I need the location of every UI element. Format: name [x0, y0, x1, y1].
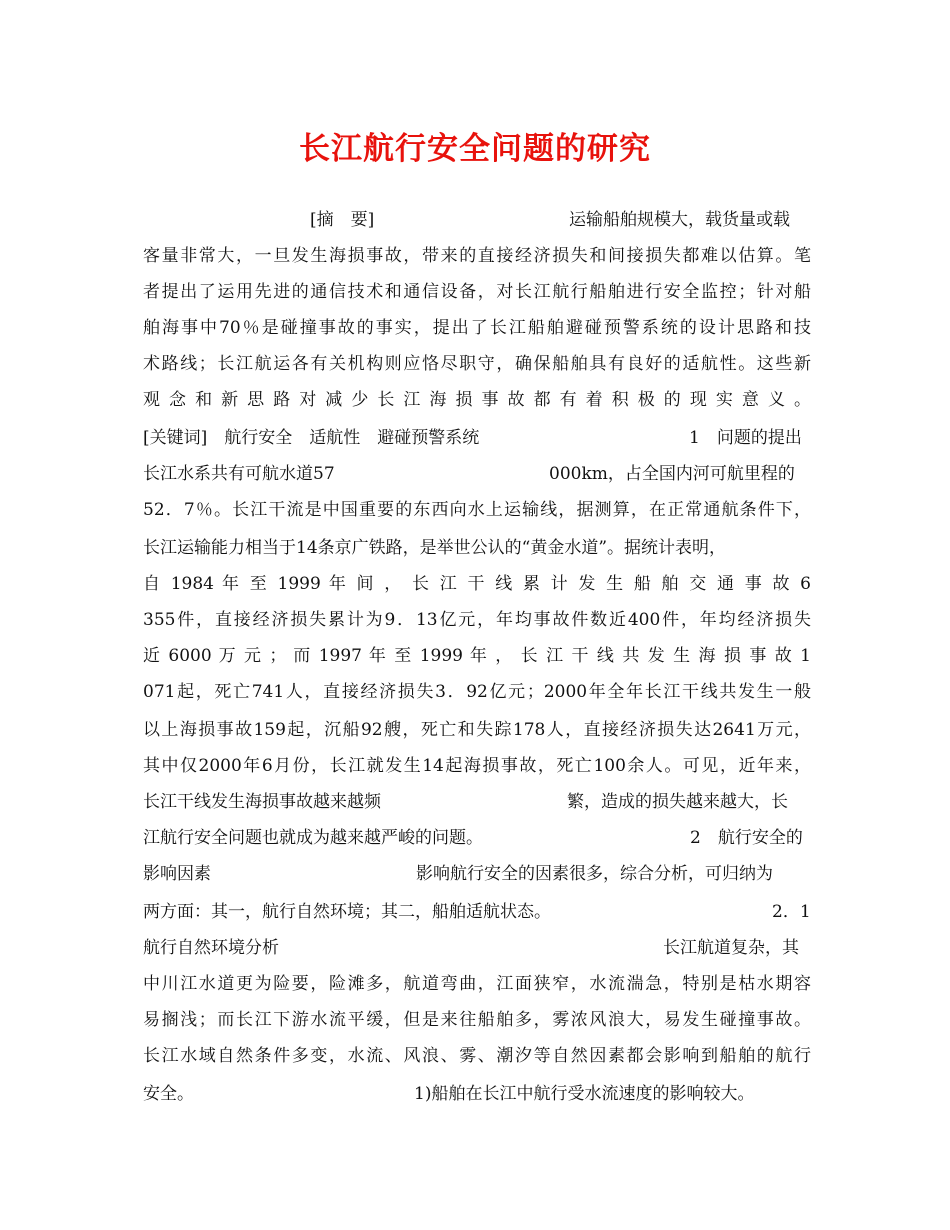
keywords-text: [关键词] 航行安全 适航性 避碰预警系统	[143, 428, 480, 448]
body-line: 长江运输能力相当于14条京广铁路，是举世公认的“黄金水道”。据统计表明，	[143, 538, 727, 558]
abstract-label: [摘 要]	[310, 210, 375, 230]
text-fragment: 影响航行安全的因素很多，综合分析，可归纳为	[416, 864, 773, 884]
body-line: 客量非常大，一旦发生海损事故，带来的直接经济损失和间接损失都难以估算。笔	[143, 246, 811, 266]
section-heading: 1 问题的提出	[689, 428, 802, 448]
body-line: 071起，死亡741人，直接经济损失3．92亿元；2000年全年长江干线共发生一般	[143, 682, 811, 702]
text-fragment: 安全。	[143, 1084, 194, 1104]
text-fragment: 000km，占全国内河可航里程的	[549, 464, 795, 484]
body-line	[143, 785, 811, 819]
body-line: 自 1984 年 至 1999 年 间 ， 长 江 干 线 累 计 发 生 船 舶 交 通 事 故 6	[143, 574, 811, 594]
document-title: 长江航行安全问题的研究	[299, 131, 651, 167]
section-heading: 航行自然环境分析	[143, 938, 279, 958]
text-fragment: 运输船舶规模大，载货量或载	[569, 210, 790, 230]
text-fragment: 江航行安全问题也就成为越来越严峻的问题。	[143, 828, 483, 848]
body-line: 长江水域自然条件多变，水流、风浪、雾、潮汐等自然因素都会影响到船舶的航行	[143, 1046, 811, 1066]
text-fragment: 两方面：其一，航行自然环境；其二，船舶适航状态。	[143, 902, 551, 922]
body-line	[143, 1077, 811, 1111]
body-line: 中川江水道更为险要，险滩多，航道弯曲，江面狭窄，水流湍急，特别是枯水期容	[143, 974, 811, 994]
body-line	[143, 895, 811, 929]
abstract-line	[143, 203, 811, 237]
body-line	[143, 821, 811, 855]
keywords-line	[143, 421, 811, 455]
body-line: 其中仅2000年6月份，长江就发生14起海损事故，死亡100余人。可见，近年来，	[143, 756, 811, 776]
body-line: 以上海损事故159起，沉船92艘，死亡和失踪178人，直接经济损失达2641万元，	[143, 720, 811, 740]
text-fragment: 1)船舶在长江中航行受水流速度的影响较大。	[414, 1084, 755, 1104]
section-heading: 2 航行安全的	[690, 828, 803, 848]
body-line: 舶海事中70％是碰撞事故的事实，提出了长江船舶避碰预警系统的设计思路和技	[143, 318, 811, 338]
text-fragment: 长江干线发生海损事故越来越频	[143, 792, 381, 812]
text-fragment: 繁，造成的损失越来越大，长	[567, 792, 788, 812]
body-line	[143, 857, 811, 891]
body-line: 355件，直接经济损失累计为9．13亿元，年均事故件数近400件，年均经济损失	[143, 610, 811, 630]
body-line: 术路线；长江航运各有关机构则应恪尽职守，确保船舶具有良好的适航性。这些新	[143, 354, 811, 374]
body-line: 者提出了运用先进的通信技术和通信设备，对长江航行船舶进行安全监控；针对船	[143, 282, 811, 302]
section-number: 2．1	[772, 902, 811, 922]
section-heading: 影响因素	[143, 864, 211, 884]
body-line: 近 6000 万 元 ； 而 1997 年 至 1999 年 ， 长 江 干 线 共 发 生 海 损 事 故 1	[143, 646, 811, 666]
body-line: 易搁浅；而长江下游水流平缓，但是来往船舶多，雾浓风浪大，易发生碰撞事故。	[143, 1010, 811, 1030]
body-line: 观 念 和 新 思 路 对 减 少 长 江 海 损 事 故 都 有 着 积 极 的 现 实 意 义 。	[143, 390, 811, 410]
body-line	[143, 931, 811, 965]
body-line	[143, 457, 811, 491]
text-fragment: 长江水系共有可航水道57	[143, 464, 335, 484]
body-line: 52．7％。长江干流是中国重要的东西向水上运输线，据测算，在正常通航条件下，	[143, 500, 811, 520]
text-fragment: 长江航道复杂，其	[663, 938, 799, 958]
